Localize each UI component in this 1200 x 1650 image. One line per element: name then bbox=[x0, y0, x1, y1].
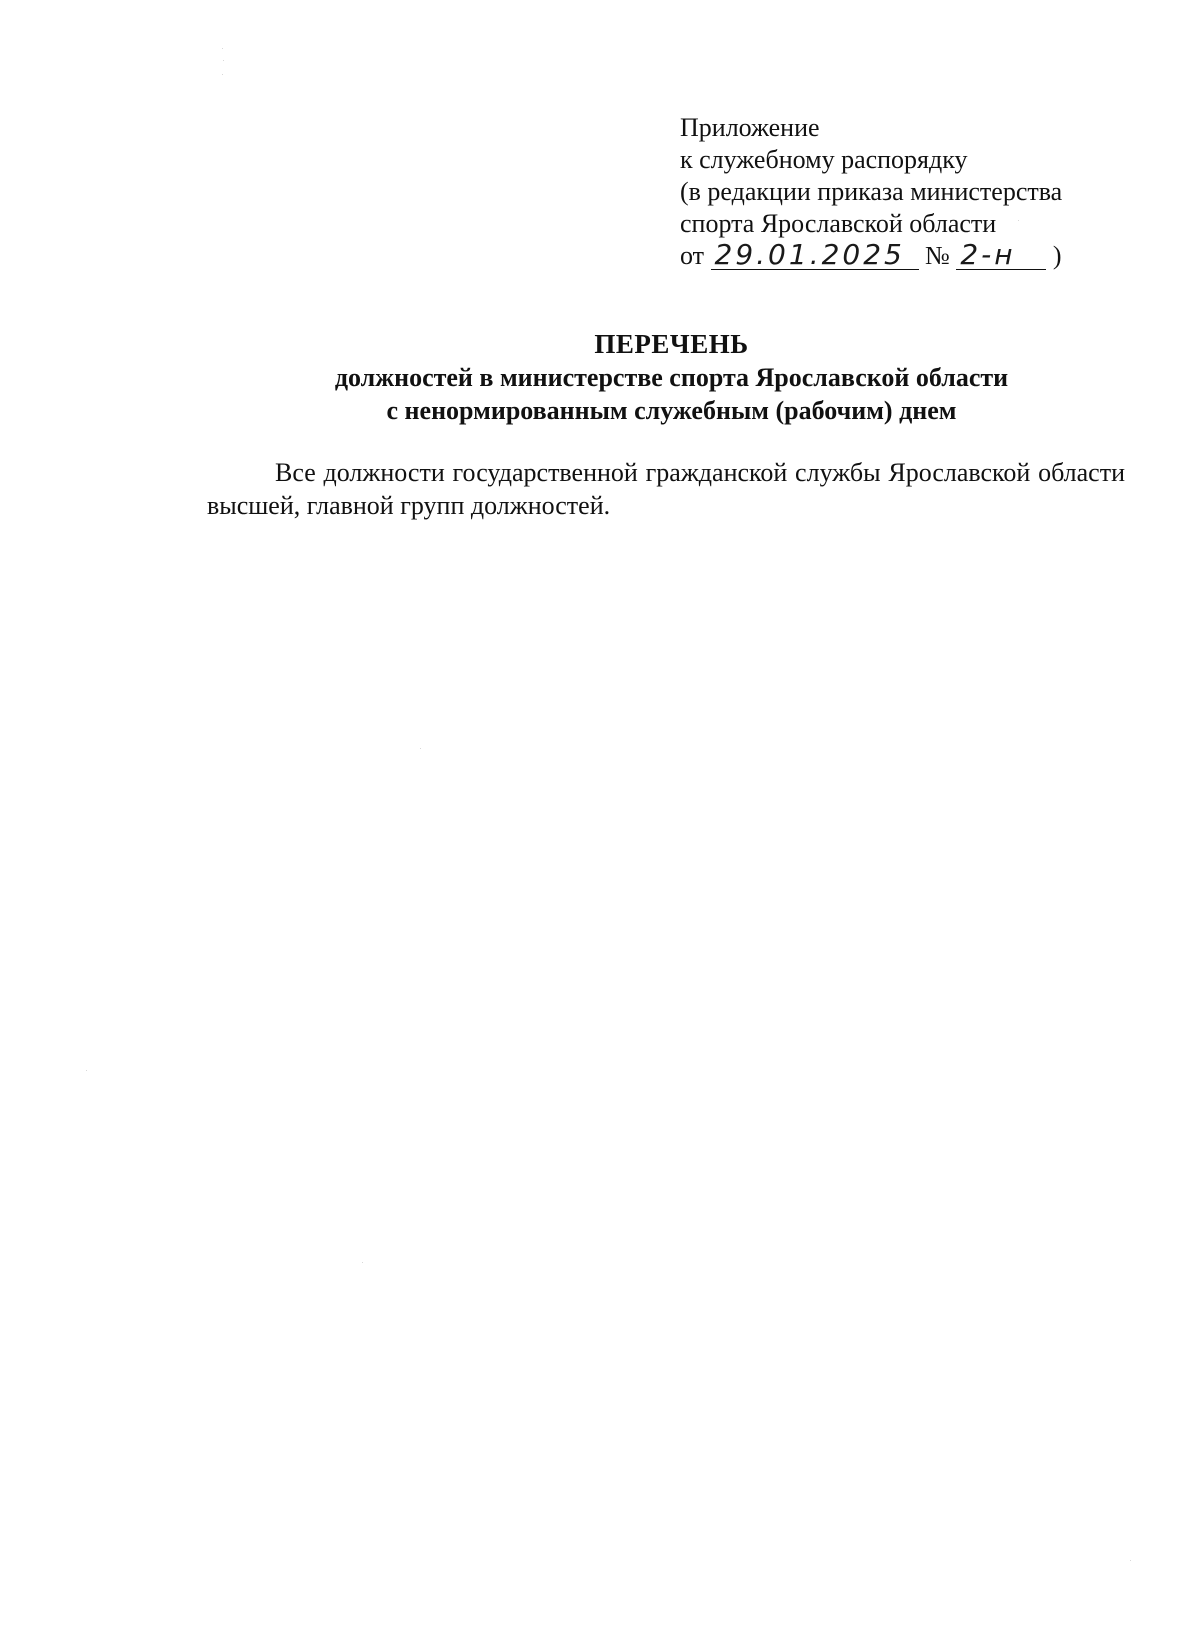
annex-line-2: к служебному распорядку bbox=[680, 145, 968, 174]
annex-date-line bbox=[680, 240, 1140, 276]
annex-title: Приложение bbox=[680, 113, 820, 142]
body-paragraph: Все должности государственной гражданской службы Ярославской области высшей, главной групп должностей. bbox=[207, 458, 1125, 520]
title-subtitle-1: должностей в министерстве спорта Ярославской области bbox=[334, 363, 1009, 392]
title-subtitle-2: с ненормированным служебным (рабочим) днем bbox=[386, 396, 957, 425]
from-label: от bbox=[680, 241, 705, 270]
number-field bbox=[956, 238, 1046, 271]
document-title bbox=[0, 328, 1200, 427]
date-field bbox=[711, 238, 919, 271]
handwritten-number: 2-н bbox=[960, 238, 1016, 271]
number-label: № bbox=[925, 241, 950, 270]
annex-line-4: спорта Ярославской области bbox=[680, 209, 997, 238]
annex-header bbox=[680, 112, 1140, 276]
handwritten-date: 29.01.2025 bbox=[714, 238, 905, 271]
closing-paren: ) bbox=[1052, 241, 1062, 270]
annex-line-3: (в редакции приказа министерства bbox=[680, 177, 1063, 206]
title-main: ПЕРЕЧЕНЬ bbox=[594, 329, 749, 359]
